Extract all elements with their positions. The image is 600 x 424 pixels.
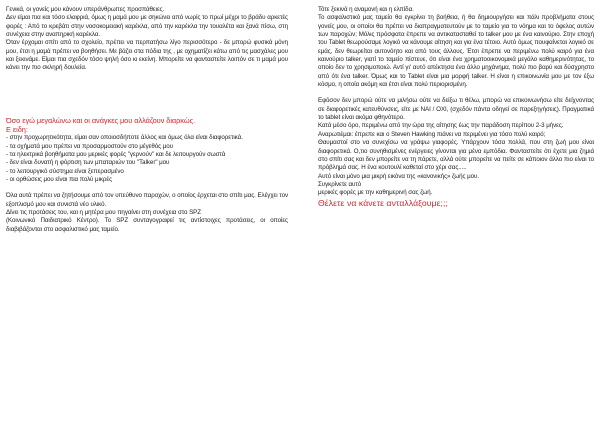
- spacer: [318, 89, 594, 97]
- needs-list-item: - δεν είναι δυνατή η φόρτιση των μπαταριών του "Talker" μου: [6, 159, 170, 167]
- left-intro-paragraph: Δεν είμαι πια και τόσο ελαφριά, όμως η μαμά μου με σηκώνει από νωρίς το πρωί μέχρι το βράδυ αρκετές φορές : Από το κρεβάτι στην νοσοκομειακή καρέκλα, από την καρέκλα την τουαλέτα και ξανά πίσω, στη συνέχεια στην αναπηρική καρέκλα.: [6, 14, 288, 39]
- left-spz-line: Δίνει τις προτάσεις του, και η μητέρα μου πηγαίνει στη συνέχεια στο SPZ: [6, 209, 201, 217]
- right-column: [318, 6, 594, 209]
- left-spz-paragraph: (Κοινωνικό Παιδιατρικό Κέντρο). Το SPZ συνταγογραφεί τις αντίστοιχες προτάσεις, οι οποίες διαβιβάζονται στο ασφαλιστικό μας ταμείο.: [6, 217, 288, 233]
- needs-subheading: Ε ειδη:: [6, 124, 28, 134]
- right-daily-life-paragraph: Θαυμαστοί στο να συνεχίσω να γράψω γιαφορές. Υπάρχουν τόσα πολλά, που στη ζωή μου είναι διαφορετικά. Ο,τιο συνηθισμένες ενέργειες γίνονται για μένα εμπόδια. Φανταστείτε ότι έχετε μια ζημιά στο σπίτι σας και δεν μπορείτε να τη πάρετε, αλλά ούτε μπορείτε να πείτε σε κάποιον άλλο πιο είναι το πρόβλημά σας. Η ένα κουτουλί καθεταί στο χέρι σας.....: [318, 139, 594, 172]
- right-hawking-paragraph: Αναρωτιέμαι: έπρεπε και ο Steven Hawking πιάνει να περιμένει για τόσο πολύ καιρό;: [318, 130, 546, 138]
- spacer: [6, 184, 288, 192]
- left-intro-line: Γενικά, οι γονείς μου κάνουν υπεράνθρωπες προσπάθειες.: [6, 6, 165, 13]
- right-summary-line: Αυτό είναι μόνο μια μικρή εικόνα της «κανονικής» ζωής μου.: [318, 172, 480, 180]
- right-wait-time-paragraph: Κατά μέσο όρο, περιμένω από την ώρα της αίτησης έως την παράδοση περίπου 2-3 μήνες.: [318, 122, 564, 130]
- right-insurance-paragraph: Το ασφαλιστικό μας ταμείο θα εγκρίνει τη βοήθεια, ή θα δημιουργήσει και πάλι προβλήματα στους γονείς μου, οι οποίοι θα πρέπει να διαπραγματευτούν με το ταμείο για το νόημα και το όφελος αυτών των παροχών; Μόλις πρόσφατα έπρεπε να αντικατασταθεί το talker μου με ένα καινούριο. Στην εποχή του Tablet θεωρούσαμε λογικό να κάνουμε αίτηση και για ένα τέτοιο. Αυτό όμως πουφαίνεται λογικό σε εμάς, δεν θεωρείται αυτονόητο και από τους άλλους. Έτσι έπρεπε να περιμένω πολύ καιρό για ένα καινούριο talker, γιατί το ταμείο πίστευε, ότι είναι ένα χρηματοοικονομικά μεγάλο καθημερινότητας, το οποίο δεν το χρησιμοποιώ. Αντί γι' αυτό απέκτησα ένα άλλο μηχάνημα, πολύ πιο βαρύ και δύσχρηστο από ότι ένα talker. Όμως και το Tablet είναι μια μορφή talker. Η είναι η επικοινωνία μου με τον έξω κόσμο, η οποία ακόμη και έτσι είναι πολύ περιορισμένη.: [318, 14, 594, 89]
- left-school-paragraph: Όταν έρχομαι σπίτι από το σχολείο, πρέπει να περπατήσω λίγο περισσότερο - δε μπορώ φυσικά μόνη μου, έτσι η μαμά πρέπει να βοηθήσει. Με βάζει στα πόδια της , με οχηματίζει κάτω από τις μασχάλες μου και ξεκινάμε. Είμαι πια σχεδόν τόσο ψηλή όσο κι εκείνη. Μπορείτε να φανταστείτε λοιπόν σε τι μαμά μου κάνει την πιο σκληρή δουλεία.: [6, 39, 288, 72]
- needs-list-item: - το λειτουργικό σύστημα είναι ξεπερασμένο: [6, 167, 124, 175]
- right-waiting-line: Τότε ξεκινά η αναμονή και η ελπίδα.: [318, 6, 414, 13]
- needs-list-item: - οι ορθώσεις μου είναι πια πολύ μικρές: [6, 176, 113, 184]
- needs-list-item: - στην προχωρητικότητα, είμαι σαν οποιοσδήποτε άλλος και όμως όλα είναι διαφορετικά.: [6, 134, 243, 142]
- left-column: [6, 6, 288, 234]
- needs-heading: Όσο εγώ μεγαλώνω και οι ανάγκες μου αλλάζουν διαρκώς.: [6, 115, 196, 125]
- closing-question: Θέλετε να κάνετε ανταλλάξουμε;;;: [318, 197, 448, 208]
- left-provider-paragraph: Όλα αυτά πρέπει να ζητήσουμε από τον υπεύθυνο παροχών, ο οποίος έρχεται στο σπίτι μας. Ελέγχει τον εξοπλισμό μου και συνιστά νέο υλικό.: [6, 192, 288, 208]
- right-compare-line: Συγκρίνετε αυτό: [318, 180, 362, 188]
- needs-list-item: - τα οχήματά μου πρέπει να προσαρμοστούν στο μέγεθός μου: [6, 142, 174, 150]
- right-compare-line-2: μερικές φορές με την καθημερινή σας ζωή.: [318, 189, 433, 197]
- spacer: [6, 73, 288, 117]
- right-communication-paragraph: Εφόσον δεν μπορώ ούτε να μιλήσω ούτε να δείξω τι θέλω, μπορώ να επικοινωνήσω είτε δείχνοντας σε διαφορετικές κατευθύνσεις, είτε με ΝΑΙ / ΟΧΙ, (σχεδόν πάντα οδηγεί σε παρεξηγήσεις). Πραγματικά το tablet είναι ακόμα φθηνότερο.: [318, 97, 594, 122]
- needs-list-item: - τα ηλεκτρικά βοηθήματα μου μερικές φορές "γερνούν" και δε λειτουργούν σωστά: [6, 151, 226, 159]
